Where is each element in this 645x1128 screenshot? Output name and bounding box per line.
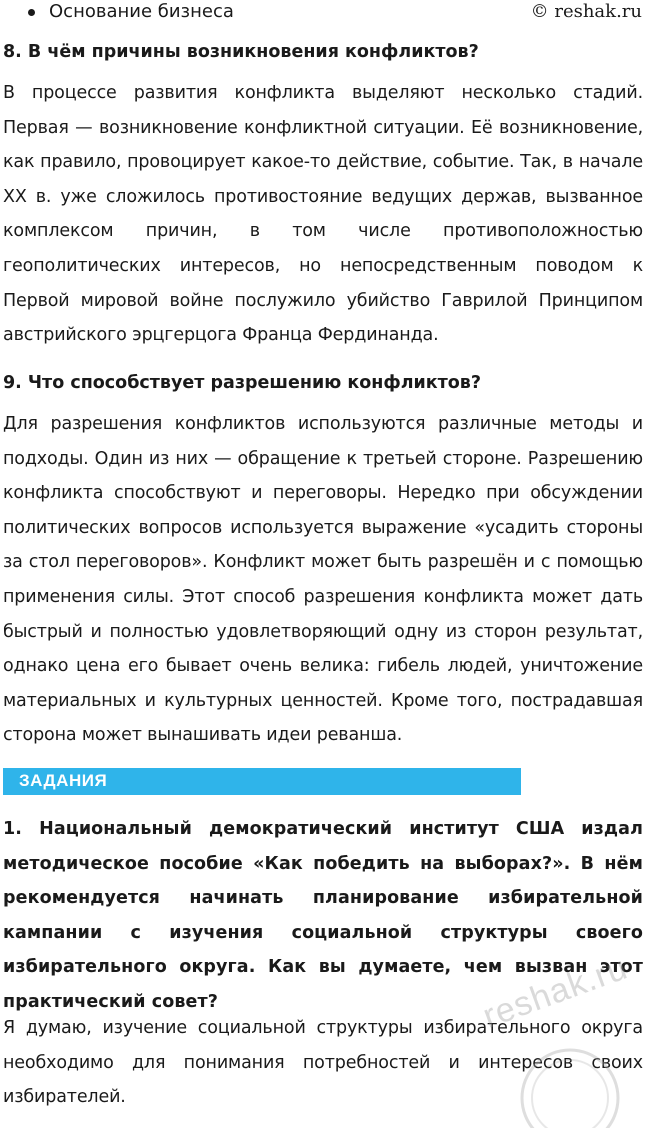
task-1-answer: Я думаю, изучение социальной структуры избирательного округа необходимо для понимания потребностей и интересов своих избирателей. <box>3 1018 643 1108</box>
copyright-text: © reshak.ru <box>530 1 642 22</box>
bullet-text: Основание бизнеса <box>49 1 234 22</box>
question-9-heading: 9. Что способствует разрешению конфликтов? <box>3 373 482 393</box>
watermark-text: reshak.ru <box>478 948 633 1036</box>
bullet-list-item <box>28 0 234 24</box>
task-1-question: 1. Национальный демократический институт США издал методическое пособие «Как победить на выборах?». В нём рекомендуется начинать планирование избирательной кампании с изучения социальной структуры своего избирательного округа. Как вы думаете, чем вызван этот практический совет? <box>3 819 643 1012</box>
question-9-answer: Для разрешения конфликтов используются различные методы и подходы. Один из них — обращение к третьей стороне. Разрешению конфликта способствуют и переговоры. Нередко при обсуждении политических вопросов используется выражение «усадить стороны за стол переговоров». Конфликт может быть разрешён и с помощью применения силы. Этот способ разрешения конфликта может дать быстрый и полностью удовлетворяющий одну из сторон результат, однако цена его бывает очень велика: гибель людей, уничтожение материальных и культурных ценностей. Кроме того, пострадавшая сторона может вынашивать идеи реванша. <box>3 414 643 746</box>
tasks-banner-label: ЗАДАНИЯ <box>19 771 108 790</box>
question-8-answer: В процессе развития конфликта выделяют несколько стадий. Первая — возникновение конфликтной ситуации. Её возникновение, как правило, провоцирует какое-то действие, событие. Так, в начале XX в. уже сложилось противостояние ведущих держав, вызванное комплексом причин, в том числе противоположностью геополитических интересов, но непосредственным поводом к Первой мировой войне послужило убийство Гаврилой Принципом австрийского эрцгерцога Франца Фердинанда. <box>3 83 643 346</box>
bullet-icon <box>28 9 35 16</box>
question-8-heading: 8. В чём причины возникновения конфликтов? <box>3 42 479 62</box>
tasks-banner <box>3 768 521 795</box>
top-line <box>0 0 645 26</box>
